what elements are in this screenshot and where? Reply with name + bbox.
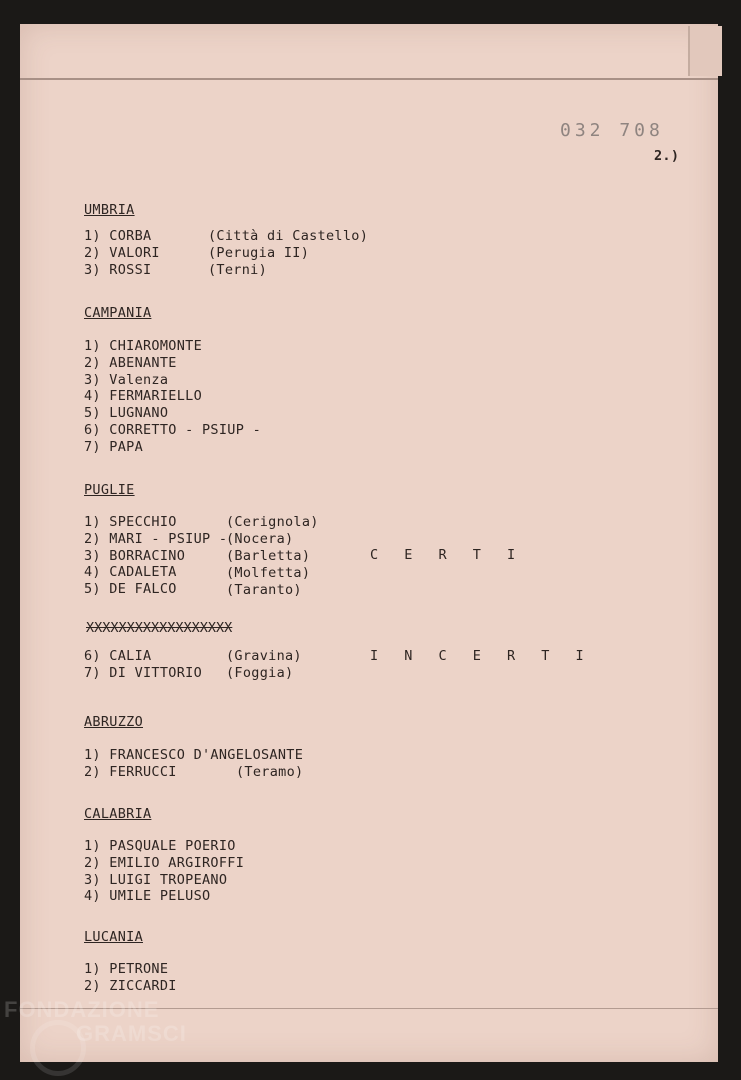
certain-label: C E R T I <box>370 547 525 563</box>
calabria-list <box>84 838 244 905</box>
location: (Foggia) <box>226 665 294 681</box>
section-title: PUGLIE <box>84 482 135 498</box>
section-lucania <box>84 929 143 945</box>
location: (Teramo) <box>236 764 304 780</box>
section-campania <box>84 305 151 321</box>
list-item: 5) LUGNANO <box>84 405 169 422</box>
puglie-uncertain-list <box>84 648 302 682</box>
list-item: 3) ROSSI <box>84 261 152 278</box>
page-number: 2.) <box>654 148 680 164</box>
abruzzo-list <box>84 747 303 781</box>
list-item: 4) CADALETA <box>84 564 177 581</box>
lucania-list <box>84 961 177 995</box>
watermark <box>4 998 187 1046</box>
list-item: 2) EMILIO ARGIROFFI <box>84 854 245 871</box>
location: (Nocera) <box>226 531 294 547</box>
list-item: 7) DI VITTORIO <box>84 664 203 681</box>
section-umbria <box>84 202 135 218</box>
list-item: 2) FERRUCCI <box>84 763 177 780</box>
location: (Perugia II) <box>208 245 310 261</box>
struck-out-line: XXXXXXXXXXXXXXXXXX <box>86 620 233 636</box>
list-item: 1) FRANCESCO D'ANGELOSANTE <box>84 747 304 763</box>
location: (Barletta) <box>226 548 311 564</box>
section-calabria <box>84 806 151 822</box>
list-item: 7) PAPA <box>84 438 144 455</box>
list-item: 3) BORRACINO <box>84 547 186 564</box>
list-item: 1) CORBA <box>84 228 152 244</box>
list-item: 6) CALIA <box>84 648 152 664</box>
uncertain-label: I N C E R T I <box>370 648 593 664</box>
list-item: 3) LUIGI TROPEANO <box>84 871 228 888</box>
list-item: 2) VALORI <box>84 244 160 261</box>
location: (Taranto) <box>226 582 302 598</box>
list-item: 4) UMILE PELUSO <box>84 888 211 905</box>
campania-list <box>84 338 261 456</box>
list-item: 2) ABENANTE <box>84 354 177 371</box>
fold-line-top <box>20 78 718 80</box>
location: (Terni) <box>208 262 267 278</box>
location: (Città di Castello) <box>208 228 369 244</box>
section-title: ABRUZZO <box>84 714 143 730</box>
list-item: 6) CORRETTO - PSIUP - <box>84 421 261 438</box>
section-puglie <box>84 482 135 498</box>
list-item: 4) FERMARIELLO <box>84 388 203 405</box>
watermark-line1: FONDAZIONE <box>4 997 160 1022</box>
section-title: CALABRIA <box>84 806 152 822</box>
page-edge <box>688 26 722 76</box>
location: (Cerignola) <box>226 514 319 530</box>
list-item: 1) SPECCHIO <box>84 514 177 530</box>
puglie-certain-list <box>84 514 319 598</box>
list-item: 5) DE FALCO <box>84 581 177 598</box>
section-title: CAMPANIA <box>84 305 152 321</box>
location: (Gravina) <box>226 648 302 664</box>
list-item: 1) PASQUALE POERIO <box>84 838 236 854</box>
list-item: 1) PETRONE <box>84 961 169 977</box>
section-title: UMBRIA <box>84 202 135 218</box>
list-item: 3) Valenza <box>84 371 169 388</box>
section-title: LUCANIA <box>84 929 143 945</box>
list-item: 2) MARI - PSIUP - <box>84 530 228 547</box>
list-item: 2) ZICCARDI <box>84 977 177 994</box>
list-item: 1) CHIAROMONTE <box>84 338 203 354</box>
section-abruzzo <box>84 714 143 730</box>
umbria-list <box>84 228 369 278</box>
watermark-line2: GRAMSCI <box>76 1021 187 1046</box>
archive-stamp-number: 032 708 <box>560 120 664 141</box>
location: (Molfetta) <box>226 565 311 581</box>
